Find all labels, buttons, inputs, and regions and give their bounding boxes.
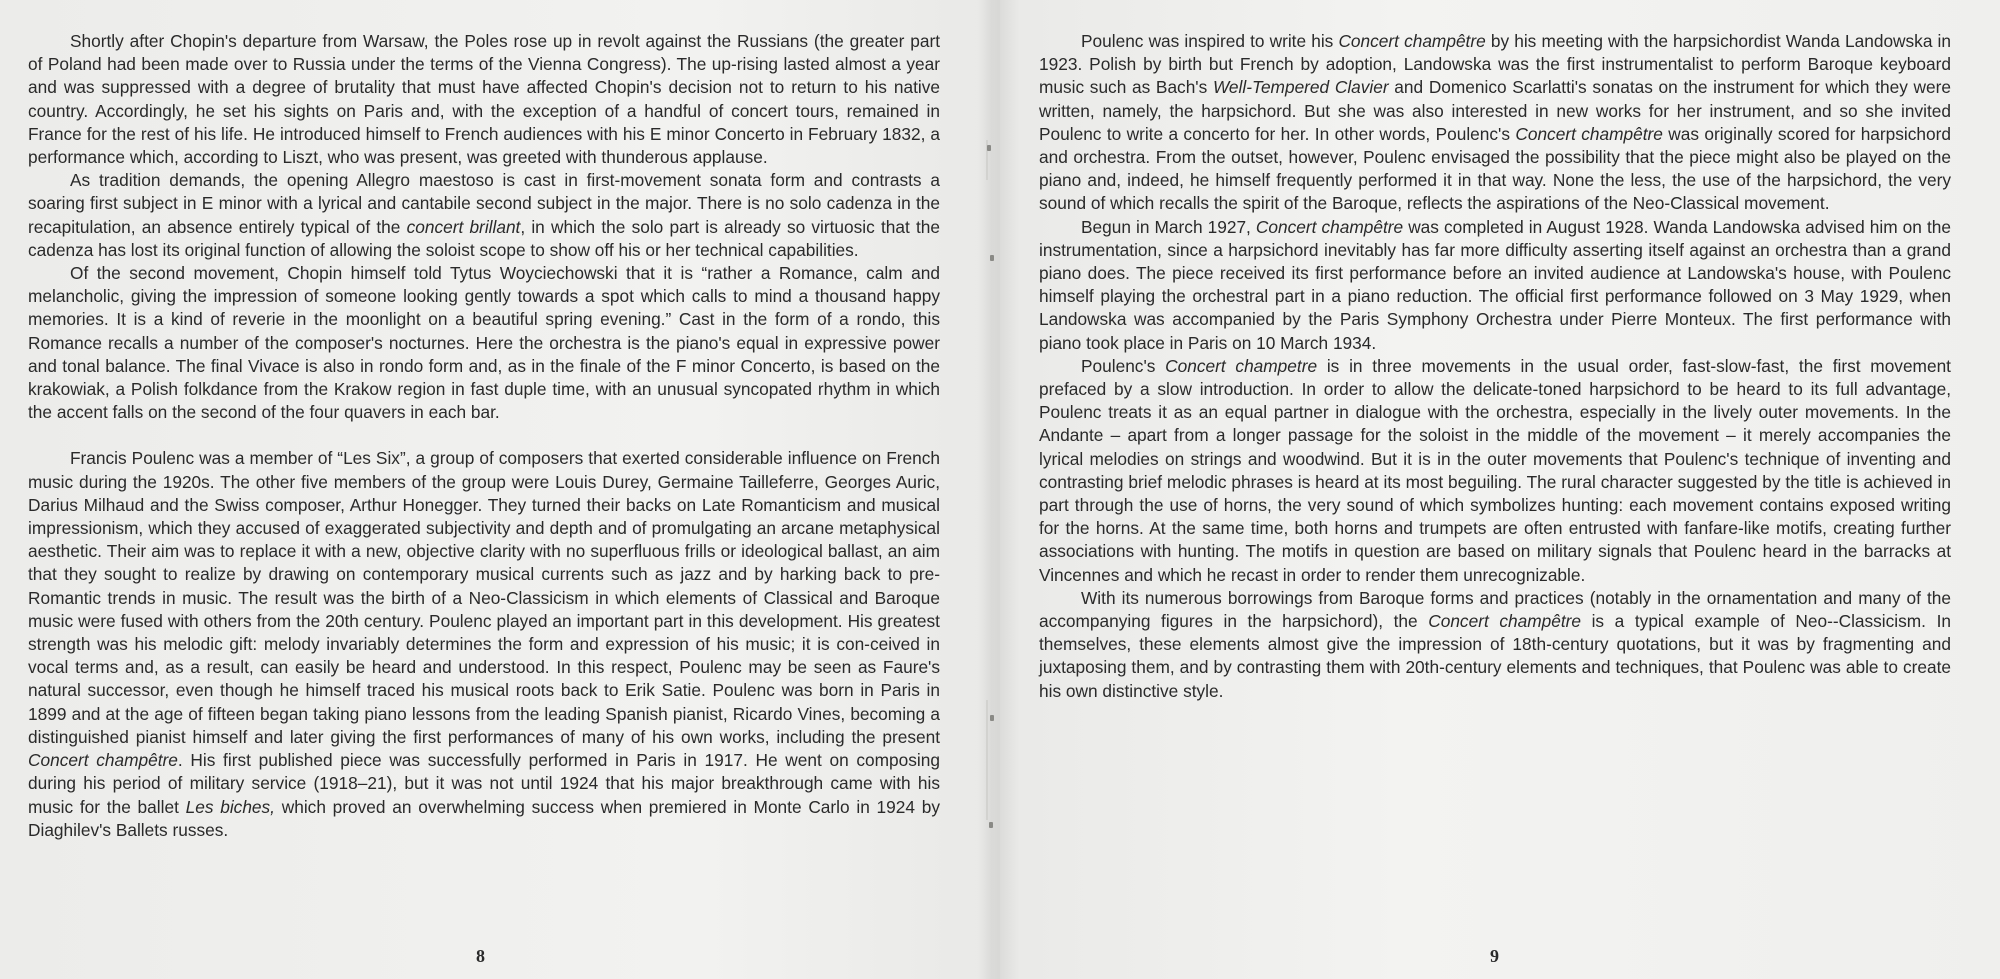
staple-mark xyxy=(987,145,991,151)
italic-title: Les biches, xyxy=(185,796,275,817)
paragraph xyxy=(28,30,940,169)
text-run: . His first published piece was successfully performed in Paris in 1917. He went on composing during his period of military service (1918–21), but it was not until 1924 that his major breakthrough came with his music for the ballet xyxy=(28,750,940,817)
text-run: Of the second movement, Chopin himself told Tytus Woyciechowski that it is “rather a Romance, calm and melancholic, giving the impression of someone looking gently towards a spot which calls to mind a thousand happy memories. It is a kind of reverie in the moonlight on a beautiful spring evening.” Cast in the form of a rondo, this Romance recalls a number of the composer's nocturnes. Here the orchestra is the piano's equal in expressive power and tonal balance. The final Vivace is also in rondo form and, as in the finale of the F minor Concerto, is based on the krakowiak, a Polish folkdance from the Krakow region in fast duple time, with an unusual syncopated rhythm in which the accent falls on the second of the four quavers in each bar. xyxy=(28,263,940,423)
text-run: Begun in March 1927, xyxy=(1081,216,1256,237)
text-run: Francis Poulenc was a member of “Les Six”, a group of composers that exerted considerable influence on French music during the 1920s. The other five members of the group were Louis Durey, Germaine Tailleferre, Georges Auric, Darius Milhaud and the Swiss composer, Arthur Honegger. They turned their backs on Late Romanticism and musical impressionism, which they accused of exaggerated subjectivity and depth and of promulgating an arcane metaphysical aesthetic. Their aim was to replace it with a new, objective clarity with no superfluous frills or ideological ballast, an aim that they sought to realize by drawing on contemporary musical currents such as jazz and by harking back to pre-Romantic trends in music. The result was the birth of a Neo-Classicism in which elements of Classical and Baroque music were fused with others from the 20th century. Poulenc played an important part in this development. His greatest strength was his melodic gift: melody invariably determines the form and expression of his music; it is con-ceived in vocal terms and, as a result, can easily be heard and understood. In this respect, Poulenc may be seen as Faure's natural successor, even though he himself traced his musical roots back to Erik Satie. Poulenc was born in Paris in 1899 and at the age of fifteen began taking piano lessons from the leading Spanish pianist, Ricardo Vines, becoming a distinguished pianist himself and later giving the first performances of many of his own works, including the present xyxy=(28,448,940,747)
paragraph xyxy=(28,262,940,424)
text-run: Poulenc was inspired to write his xyxy=(1081,31,1339,51)
italic-title: concert brillant xyxy=(406,216,521,237)
text-run: was completed in August 1928. Wanda Landowska advised him on the instrumentation, since a harpsichord inevitably has far more difficulty asserting itself against an orchestra than a grand piano does. The piece received its first performance before an invited audience at Landowska's house, with Poulenc himself playing the orchestral part in a piano reduction. The official first performance followed on 3 May 1929, when Landowska was accompanied by the Paris Symphony Orchestra under Pierre Monteux. The first performance with piano took place in Paris on 10 March 1934. xyxy=(1039,216,1951,353)
text-run: With its numerous borrowings from Baroque forms and practices (notably in the ornamentation and many of the accompanying figures in the harpsichord), the xyxy=(1039,587,1951,632)
italic-title: Concert champêtre xyxy=(1338,31,1486,51)
italic-title: Concert champêtre xyxy=(28,750,178,771)
text-run: Poulenc's xyxy=(1081,355,1166,376)
italic-title: Well-Tempered Clavier xyxy=(1212,77,1389,98)
text-run: by his meeting with the harpsichordist Wanda Landowska in 1923. Polish by birth but French by adoption, Landowska was the first instrumentalist to perform Baroque keyboard music such as Bach's xyxy=(1039,31,1952,98)
right-page-text xyxy=(1039,30,1951,703)
text-run: was originally scored for harpsichord and orchestra. From the outset, however, Poulenc envisaged the possibility that the piece might also be played on the piano and, indeed, he himself frequently performed it in that way. None the less, the use of the harpsichord, the very sound of which recalls the spirit of the Baroque, reflects the aspirations of the Neo-Classical movement. xyxy=(1039,123,1951,214)
staple-mark xyxy=(990,255,994,261)
staple-mark xyxy=(989,822,993,828)
left-page-text xyxy=(28,30,940,842)
italic-title: Concert champêtre xyxy=(1428,611,1581,632)
staple-line xyxy=(986,700,988,820)
paragraph xyxy=(1039,30,1951,216)
text-run: which proved an overwhelming success when premiered in Monte Carlo in 1924 by Diaghilev's Ballets russes. xyxy=(28,796,941,840)
text-run: and Domenico Scarlatti's sonatas on the instrument for which they were written, namely, the harpsichord. But she was also interested in new works for her instrument, and so she invited Poulenc to write a concerto for her. In other words, Poulenc's xyxy=(1039,77,1952,144)
staple-mark xyxy=(990,715,994,721)
paragraph xyxy=(1039,355,1951,587)
text-run: , in which the solo part is already so virtuosic that the cadenza has lost its original function of allowing the soloist scope to show off his or her technical capabilities. xyxy=(28,216,940,260)
italic-title: Concert champetre xyxy=(1165,355,1318,376)
page-number-right: 9 xyxy=(1490,946,1499,966)
page-number-left: 8 xyxy=(476,946,485,966)
paragraph xyxy=(28,447,940,841)
paragraph xyxy=(1039,587,1951,703)
text-run: is a typical example of Neo--Classicism. In themselves, these elements almost give the impression of 18th-century quotations, but it was by fragmenting and juxtaposing them, and by contrasting them with 20th-century elements and techniques, that Poulenc was able to create his own distinctive style. xyxy=(1039,611,1951,701)
italic-title: Concert champêtre xyxy=(1515,123,1663,144)
text-run: As tradition demands, the opening Allegro maestoso is cast in first-movement sonata form and contrasts a soaring first subject in E minor with a lyrical and cantabile second subject in the major. There is no solo cadenza in the recapitulation, an absence entirely typical of the xyxy=(28,170,940,237)
text-run: is in three movements in the usual order, fast-slow-fast, the first movement prefaced by a slow introduction. In order to allow the delicate-toned harpsichord to be heard to its full advantage, Poulenc treats it as an equal partner in dialogue with the orchestra, especially in the lively outer movements. In the Andante – apart from a longer passage for the soloist in the middle of the movement – it merely accompanies the lyrical melodies on strings and woodwind. But it is in the outer movements that Poulenc's technique of inventing and contrasting brief melodic phrases is heard at its most beguiling. The rural character suggested by the title is achieved in part through the use of horns, the very sound of which symbolizes hunting: each movement contains exposed writing for the horns. At the same time, both horns and trumpets are often entrusted with fanfare-like motifs, creating further associations with hunting. The motifs in question are based on military signals that Poulenc heard in the barracks at Vincennes and which he recast in order to render them unrecognizable. xyxy=(1039,355,1951,585)
italic-title: Concert champêtre xyxy=(1255,216,1404,237)
text-run: Shortly after Chopin's departure from Warsaw, the Poles rose up in revolt against the Russians (the greater part of Poland had been made over to Russia under the terms of the Vienna Congress). The up-rising lasted almost a year and was suppressed with a degree of brutality that must have affected Chopin's decision not to return to his native country. Accordingly, he set his sights on Paris and, with the exception of a handful of concert tours, remained in France for the rest of his life. He introduced himself to French audiences with his E minor Concerto in February 1832, a performance which, according to Liszt, who was present, was greeted with thunderous applause. xyxy=(28,31,940,168)
paragraph xyxy=(1039,216,1951,355)
paragraph xyxy=(28,169,940,262)
